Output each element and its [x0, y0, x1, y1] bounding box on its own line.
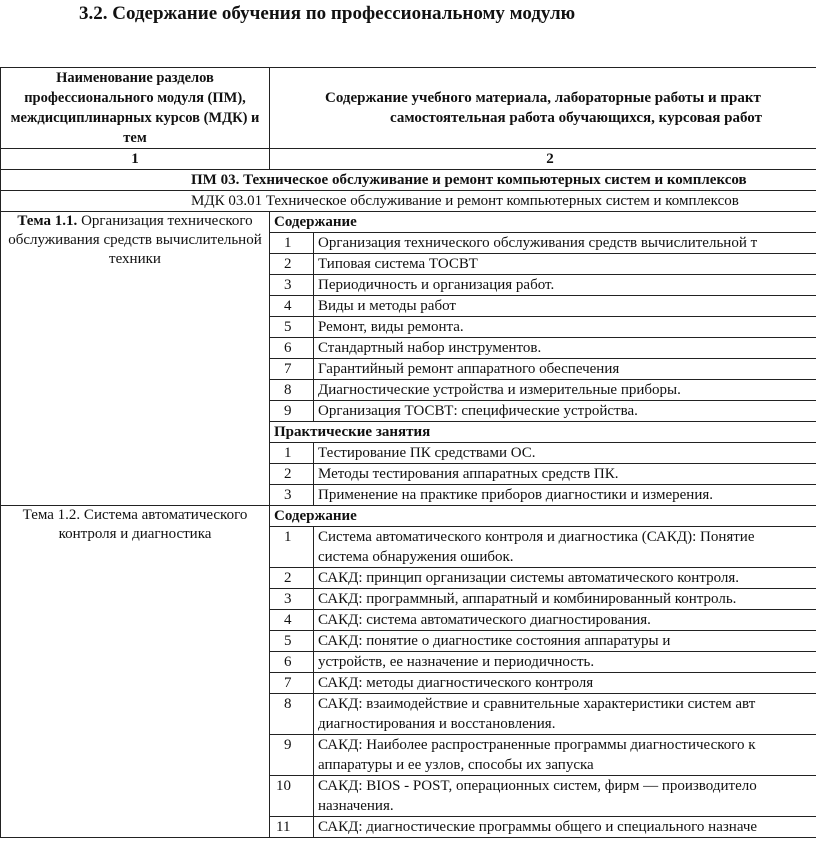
- header-content-cell: [270, 68, 816, 149]
- item-text: [314, 694, 816, 735]
- header-content-line-1: Содержание учебного материала, лабораторные работы и практ: [325, 90, 761, 106]
- item-number: 6: [270, 338, 314, 359]
- practice-text: Тестирование ПК средствами ОС.: [314, 443, 816, 464]
- item-line-2: диагностирования и восстановления.: [318, 716, 556, 732]
- topic1-practice-title: Практические занятия: [270, 422, 816, 443]
- item-text: [314, 735, 816, 776]
- item-text: САКД: система автоматического диагностирования.: [314, 610, 816, 631]
- item-number: 2: [270, 568, 314, 589]
- item-text: Гарантийный ремонт аппаратного обеспечения: [314, 359, 816, 380]
- item-line-1: САКД: BIOS - POST, операционных систем, фирм — производитело: [318, 778, 757, 794]
- practice-number: 3: [270, 485, 314, 506]
- practice-text: Методы тестирования аппаратных средств ПК.: [314, 464, 816, 485]
- item-line-1: Система автоматического контроля и диагностика (САКД): Понятие: [318, 529, 755, 545]
- topic1-content-header-row: [1, 212, 816, 233]
- item-number: 5: [270, 631, 314, 652]
- item-line-2: назначения.: [318, 798, 394, 814]
- topic2-content-title: Содержание: [270, 506, 816, 527]
- header-sections-cell: Наименование разделов профессионального модуля (ПМ), междисциплинарных курсов (МДК) и тем: [1, 68, 270, 149]
- item-number: 4: [270, 610, 314, 631]
- item-text: САКД: программный, аппаратный и комбинированный контроль.: [314, 589, 816, 610]
- item-number: 5: [270, 317, 314, 338]
- item-text: Периодичность и организация работ.: [314, 275, 816, 296]
- item-number: 10: [270, 776, 314, 817]
- item-line-2: аппаратуры и ее узлов, способы их запуска: [318, 757, 594, 773]
- topic1-title: [1, 212, 270, 506]
- item-line-2: система обнаружения ошибок.: [318, 549, 514, 565]
- item-text: САКД: понятие о диагностике состояния аппаратуры и: [314, 631, 816, 652]
- item-text: устройств, ее назначение и периодичность.: [314, 652, 816, 673]
- item-line-1: САКД: взаимодействие и сравнительные характеристики систем авт: [318, 696, 756, 712]
- topic1-label-rest: Организация технического обслуживания средств вычислительной техники: [8, 213, 262, 267]
- item-line-1: САКД: Наиболее распространенные программы диагностического к: [318, 737, 756, 753]
- topic1-content-title: Содержание: [270, 212, 816, 233]
- item-number: 1: [270, 233, 314, 254]
- practice-text: Применение на практике приборов диагностики и измерения.: [314, 485, 816, 506]
- practice-number: 1: [270, 443, 314, 464]
- mdk-title: МДК 03.01 Техническое обслуживание и ремонт компьютерных систем и комплексов: [1, 191, 816, 212]
- item-text: САКД: принцип организации системы автоматического контроля.: [314, 568, 816, 589]
- content-table: [0, 67, 816, 838]
- item-text: Типовая система ТОСВТ: [314, 254, 816, 275]
- item-text: [314, 776, 816, 817]
- item-number: 9: [270, 735, 314, 776]
- item-text: САКД: методы диагностического контроля: [314, 673, 816, 694]
- content-table-wrapper: [0, 67, 816, 842]
- item-number: 8: [270, 380, 314, 401]
- topic2-content-header-row: [1, 506, 816, 527]
- item-text: [314, 527, 816, 568]
- column-number-1: 1: [1, 149, 270, 170]
- column-number-row: [1, 149, 816, 170]
- item-number: 3: [270, 589, 314, 610]
- item-text: Диагностические устройства и измерительные приборы.: [314, 380, 816, 401]
- pm-row: [1, 170, 816, 191]
- item-text: Стандартный набор инструментов.: [314, 338, 816, 359]
- item-text: Виды и методы работ: [314, 296, 816, 317]
- item-text: Организация ТОСВТ: специфические устройства.: [314, 401, 816, 422]
- pm-title: ПМ 03. Техническое обслуживание и ремонт компьютерных систем и комплексов: [1, 170, 816, 191]
- item-number: 7: [270, 673, 314, 694]
- item-number: 7: [270, 359, 314, 380]
- page-heading: 3.2. Содержание обучения по профессиональному модулю: [79, 3, 576, 24]
- topic2-title: Тема 1.2. Система автоматического контроля и диагностика: [1, 506, 270, 838]
- mdk-row: [1, 191, 816, 212]
- item-text: Организация технического обслуживания средств вычислительной т: [314, 233, 816, 254]
- item-text: Ремонт, виды ремонта.: [314, 317, 816, 338]
- item-text: САКД: диагностические программы общего и специального назначе: [314, 817, 816, 838]
- item-number: 1: [270, 527, 314, 568]
- item-number: 3: [270, 275, 314, 296]
- item-number: 6: [270, 652, 314, 673]
- topic1-label-bold: Тема 1.1.: [17, 213, 78, 229]
- item-number: 9: [270, 401, 314, 422]
- item-number: 2: [270, 254, 314, 275]
- item-number: 8: [270, 694, 314, 735]
- header-row: [1, 68, 816, 149]
- item-number: 4: [270, 296, 314, 317]
- item-number: 11: [270, 817, 314, 838]
- column-number-2: 2: [270, 149, 816, 170]
- header-content-line-2: самостоятельная работа обучающихся, курсовая работ: [390, 110, 762, 126]
- practice-number: 2: [270, 464, 314, 485]
